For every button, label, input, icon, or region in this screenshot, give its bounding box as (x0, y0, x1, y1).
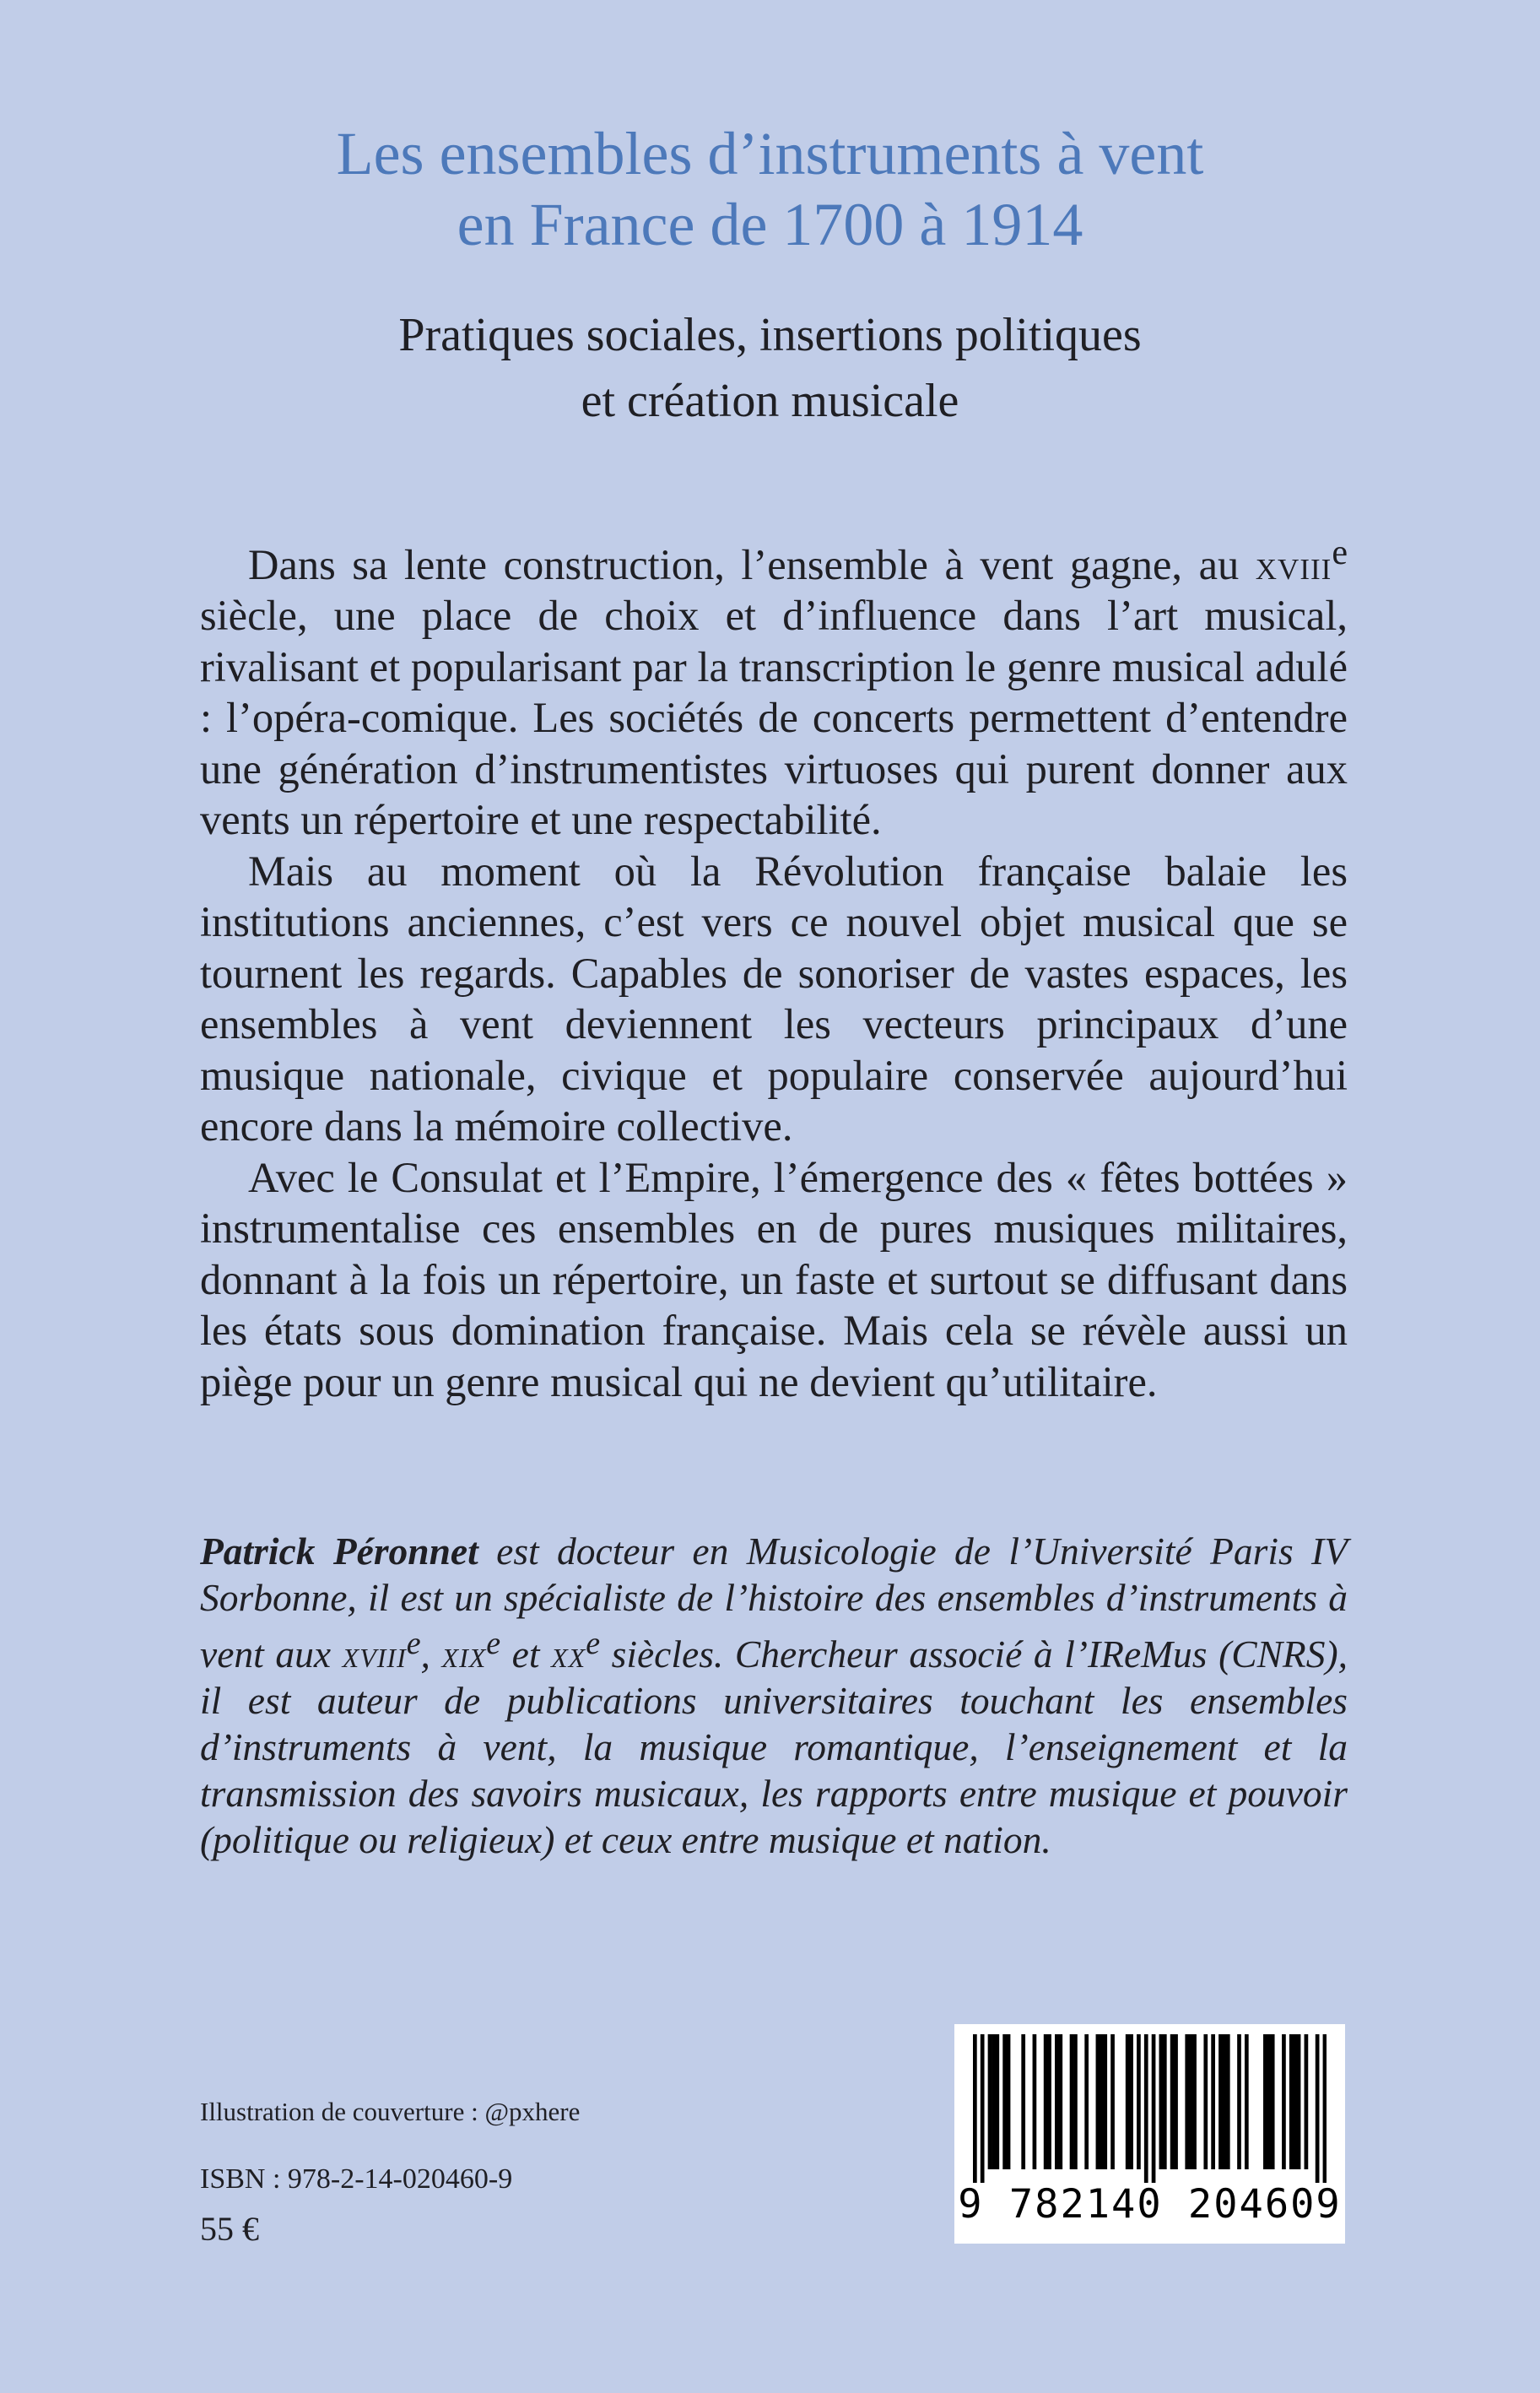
barcode-bar (1159, 2034, 1164, 2169)
barcode (954, 2024, 1345, 2244)
book-title (169, 118, 1371, 260)
author-bio-paragraph (200, 1528, 1348, 1863)
barcode-bar (1293, 2034, 1297, 2169)
barcode-bar (1211, 2034, 1215, 2169)
book-subtitle (169, 302, 1371, 434)
century-18: xviii (1255, 540, 1332, 588)
author-bio-start: est docteur en Musicologie de l’Université Paris IV Sorbonne, il est un spécialiste de l’histoire des ensembles d’instruments à vent aux (200, 1529, 1348, 1676)
barcode-bar (1084, 2034, 1089, 2169)
barcode-bar (1137, 2034, 1141, 2169)
barcode-bar (1021, 2034, 1025, 2169)
book-subtitle-line-2: et création musicale (581, 375, 959, 427)
summary-p1-start: Dans sa lente construction, l’ensemble à vent gagne, au (248, 540, 1256, 588)
author-bio-end: siècles. Chercheur associé à l’IReMus (CNRS), il est auteur de publications universitaires touchant les ensembles d’instruments à vent, la musique romantique, l’enseignement et la transmission des savoirs musicaux, les rapports entre musique et pouvoir (politique ou religieux) et ceux entre musique et nation. (200, 1632, 1348, 1862)
bio-sep-2: et (500, 1632, 552, 1676)
bio-century-19: xix (441, 1632, 487, 1676)
barcode-bar (1226, 2034, 1230, 2169)
illustration-credit: Illustration de couverture : @pxhere (200, 2097, 581, 2126)
barcode-bar (1297, 2034, 1301, 2169)
summary-paragraph-1 (200, 528, 1348, 846)
bio-century-18-sup: e (406, 1626, 421, 1661)
barcode-bar (1073, 2034, 1078, 2169)
barcode-bar (1033, 2034, 1037, 2169)
barcode-bar (1218, 2034, 1223, 2169)
isbn: ISBN : 978-2-14-020460-9 (200, 2163, 513, 2195)
barcode-bar (1203, 2034, 1208, 2169)
book-title-line-1: Les ensembles d’instruments à vent (336, 120, 1204, 187)
barcode-bar (1058, 2034, 1062, 2169)
barcode-bar (1103, 2034, 1107, 2169)
barcode-bar (1237, 2034, 1241, 2169)
bio-century-18: xviii (342, 1632, 407, 1676)
barcode-bar (1126, 2034, 1130, 2169)
barcode-bar (1185, 2034, 1189, 2169)
bio-century-20-sup: e (586, 1626, 601, 1661)
barcode-bar (988, 2034, 992, 2169)
bio-century-19-sup: e (486, 1626, 501, 1661)
barcode-bar (1144, 2034, 1148, 2183)
barcode-bar (1044, 2034, 1048, 2169)
bio-sep-1: , (420, 1632, 442, 1676)
barcode-bar (1305, 2034, 1309, 2169)
barcode-bar (1163, 2034, 1167, 2169)
barcode-digits: 9 782140 204609 (958, 2181, 1342, 2228)
barcode-bar (995, 2034, 999, 2169)
barcode-bar (1174, 2034, 1178, 2169)
price: 55 € (200, 2210, 259, 2248)
barcode-bar (1055, 2034, 1059, 2169)
barcode-bar (1289, 2034, 1294, 2169)
barcode-bar (1007, 2034, 1011, 2169)
barcode-bar (1096, 2034, 1100, 2169)
barcode-bar (1002, 2034, 1007, 2169)
barcode-bar (1070, 2034, 1074, 2169)
summary-p1-end: siècle, une place de choix et d’influence dans l’art musical, rivalisant et popularisant par la transcription le genre musical adulé : l’opéra-comique. Les sociétés de concerts permettent d’entendre une génération d’instrumentistes virtuoses qui purent donner aux vents un répertoire et une respectabilité. (200, 592, 1348, 844)
summary (200, 528, 1348, 1407)
summary-paragraph-2: Mais au moment où la Révolution française balaie les institutions anciennes, c’est vers ce nouvel objet musical que se tournent les regards. Capables de sonoriser de vastes espaces, les ensembles à vent deviennent les vecteurs principaux d’une musique nationale, civique et populaire conservée aujourd’hui encore dans la mémoire collective. (200, 847, 1348, 1150)
author-bio (200, 1528, 1348, 1863)
barcode-bar (1316, 2034, 1320, 2183)
barcode-bar (1267, 2034, 1271, 2169)
barcode-bar (1189, 2034, 1193, 2169)
barcode-bars (973, 2034, 1327, 2186)
author-name: Patrick Péronnet (200, 1529, 478, 1573)
barcode-bar (992, 2034, 996, 2169)
barcode-bar (1263, 2034, 1267, 2169)
barcode-bar (1152, 2034, 1156, 2183)
barcode-bar (1271, 2034, 1275, 2169)
century-18-sup: e (1332, 533, 1348, 572)
book-subtitle-line-1: Pratiques sociales, insertions politiques (398, 309, 1142, 361)
barcode-bar (1223, 2034, 1227, 2169)
barcode-bar (1192, 2034, 1197, 2169)
barcode-bar (981, 2034, 985, 2183)
summary-paragraph-3: Avec le Consulat et l’Empire, l’émergence des « fêtes bottées » instrumentalise ces ensembles en de pures musiques militaires, donnant à la fois un répertoire, un faste et surtout se diffusant dans les états sous domination française. Mais cela se révèle aussi un piège pour un genre musical qui ne devient qu’utilitaire. (200, 1153, 1348, 1405)
barcode-bar (1323, 2034, 1327, 2183)
barcode-bar (1110, 2034, 1115, 2169)
barcode-bar (973, 2034, 977, 2183)
barcode-bar (1245, 2034, 1249, 2169)
bio-century-20: xx (551, 1632, 586, 1676)
barcode-bar (1047, 2034, 1051, 2169)
barcode-bar (1282, 2034, 1286, 2169)
barcode-bar (1170, 2034, 1175, 2169)
barcode-bar (1100, 2034, 1104, 2169)
book-title-line-2: en France de 1700 à 1914 (457, 191, 1083, 258)
barcode-bar (1129, 2034, 1133, 2169)
